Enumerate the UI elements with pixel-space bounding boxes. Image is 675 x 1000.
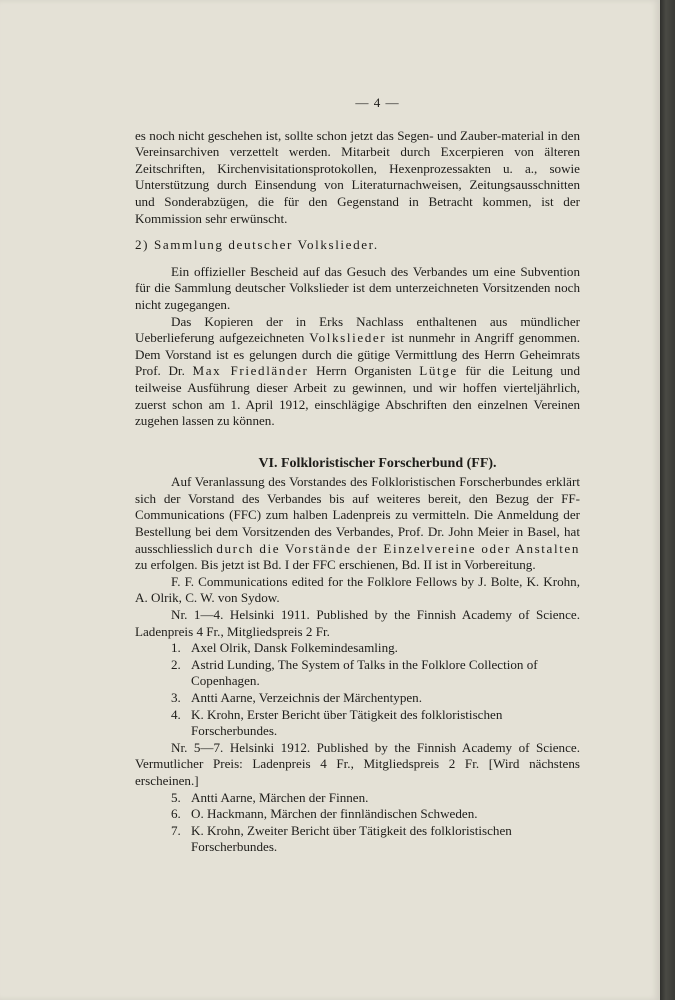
paragraph-3 [135, 314, 580, 430]
p3-text-c: ist nunmehr in Angriff genommen. Dem Vorstand ist es gelungen durch die gütige Vermittlung des Herrn Geheimrats Prof. Dr. [135, 330, 580, 379]
p3-emph-volkslieder: Volkslieder [309, 330, 387, 346]
p4-text-a: Auf Veranlassung des Vorstandes des Folkloristischen Forscherbundes erklärt sich der Vorstand des Verbandes bis auf weiteres bereit, den Bezug der FF-Communications (FFC) zum halben Ladenpreis zu vermitteln. Die Anmeldung der Bestellung bei dem Vorsitzenden des Verbandes, Prof. Dr. John Meier in Basel, hat ausschliesslich [135, 474, 580, 556]
list-item: 6. O. Hackmann, Märchen der finnländischen Schweden. [171, 806, 478, 822]
paragraph-5: F. F. Communications edited for the Folklore Fellows by J. Bolte, K. Krohn, A. Olrik, C. W. von Sydow. [135, 573, 580, 606]
section-6-heading: VI. Folkloristischer Forscherbund (FF). [258, 455, 497, 471]
p3-text-a: Das Kopieren der in Erks Nachlass enthaltenen aus mündlicher Ueberlieferung aufgezeichneten [135, 313, 580, 346]
list-item: 2. Astrid Lunding, The System of Talks in the Folklore Collection of Copenhagen. [171, 656, 538, 689]
p3-text-g: für die Leitung und teilweise Ausführung dieser Arbeit zu gewinnen, und wir hoffen vierteljährlich, zuerst schon am 1. April 1912, einschlägige Abschriften den einzelnen Vereinen zugehen lassen zu können. [135, 363, 580, 429]
binding-edge [660, 0, 675, 1000]
list-item: 1. Axel Olrik, Dansk Folkemindesamling. [171, 640, 398, 656]
paragraph-6: Nr. 1—4. Helsinki 1911. Published by the Finnish Academy of Science. Ladenpreis 4 Fr., Mitgliedspreis 2 Fr. [135, 607, 580, 639]
paragraph-4 [135, 474, 580, 574]
publication-list-2 [135, 790, 580, 856]
list-item: 4. K. Krohn, Erster Bericht über Tätigkeit des folkloristischen Forscherbundes. [171, 706, 503, 739]
p3-text-e: Herrn Organisten [308, 363, 420, 379]
p4-text-c: zu erfolgen. Bis jetzt ist Bd. I der FFC erschienen, Bd. II ist in Vorbereitung. [135, 557, 536, 573]
p3-emph-friedlaender: Max Friedländer [192, 363, 309, 379]
p4-emph: durch die Vorstände der Einzelvereine oder Anstalten [216, 540, 580, 556]
publication-list-1 [135, 640, 580, 740]
list-item: 3. Antti Aarne, Verzeichnis der Märchentypen. [171, 690, 422, 705]
list-item: 5. Antti Aarne, Märchen der Finnen. [171, 789, 369, 805]
paragraph-7: Nr. 5—7. Helsinki 1912. Published by the Finnish Academy of Science. Vermutlicher Preis: Ladenpreis 4 Fr., Mitgliedspreis 2 Fr. [Wird nächstens erscheinen.] [135, 739, 580, 788]
list-item: 7. K. Krohn, Zweiter Bericht über Tätigkeit des folkloristischen Forscherbundes. [171, 822, 512, 855]
section-2-heading: 2) Sammlung deutscher Volkslieder. [135, 237, 379, 253]
p3-emph-luetge: Lütge [419, 363, 458, 379]
paragraph-1: es noch nicht geschehen ist, sollte schon jetzt das Segen- und Zauber-material in den Vereinsarchiven verzettelt werden. Mitarbeit durch Excerpieren von älteren Zeitschriften, Kirchenvisitationsprotokollen, Hexenprozessakten u. a., sowie Unterstützung durch Einsendung von Literaturnachweisen, Zeitungsausschnitten und Sonderabzügen, die für den Gegenstand in Betracht kommen, ist der Kommission sehr erwünscht. [135, 127, 580, 226]
page-text [135, 95, 580, 856]
page-number: — 4 — [355, 95, 400, 110]
paragraph-2: Ein offizieller Bescheid auf das Gesuch des Verbandes um eine Subvention für die Sammlung deutscher Volkslieder ist dem unterzeichneten Vorsitzenden noch nicht zugegangen. [135, 263, 580, 312]
